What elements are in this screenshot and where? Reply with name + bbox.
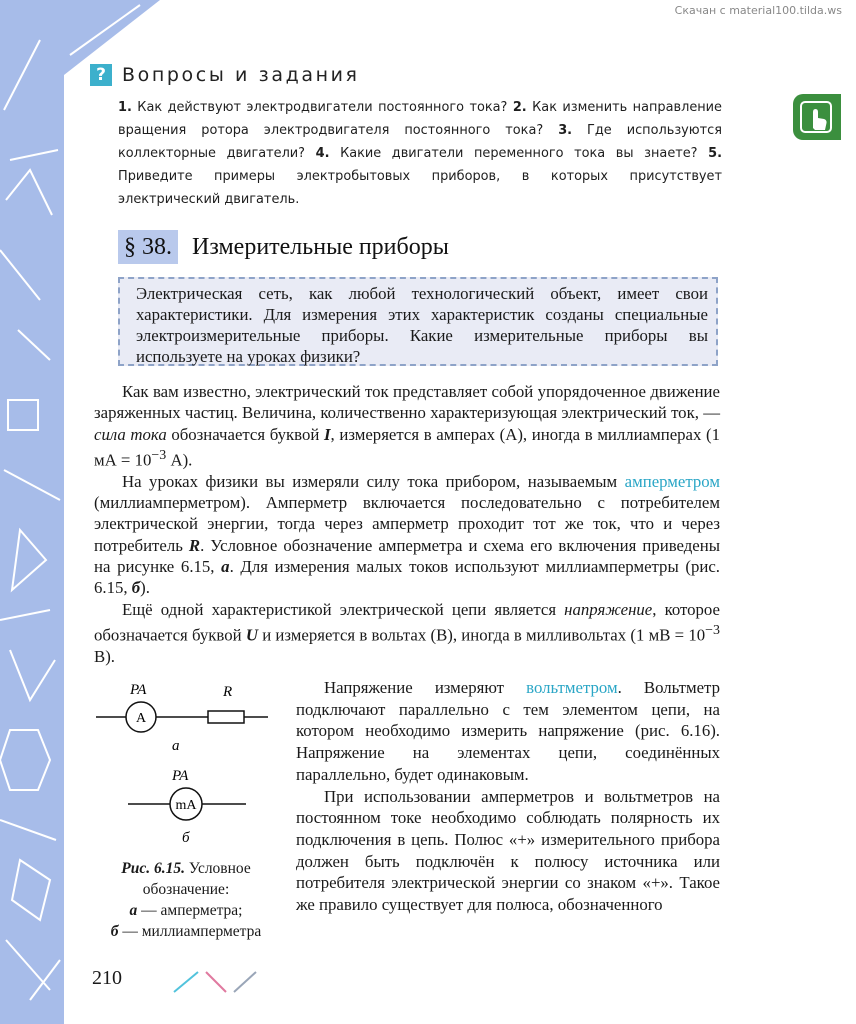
text-run: (миллиамперметром). Амперметр включается последовательно с потребителем электрической энергии, тогда через амперметр проходит тот же ток, что и через потребитель [94, 493, 720, 555]
text-run: . Вольтметр подключают параллельно с тем элементом цепи, на котором необходимо измерить напряжение (рис. 6.16). Напряжение на элементах цепи, соединённых параллельно, будет одинаковым. [296, 678, 720, 784]
symbol: U [245, 625, 258, 645]
text-run: В). [94, 646, 115, 666]
pa-label: PA [172, 768, 189, 784]
symbol: R [188, 535, 201, 555]
text-run: ). [140, 578, 150, 598]
caption-text: — миллиамперметра [118, 923, 262, 940]
tap-hand-icon[interactable] [793, 94, 841, 140]
question-text: Где используются коллекторные двигатели? [118, 123, 723, 161]
question-number: 1. [118, 100, 132, 115]
question-mark-icon: ? [90, 64, 112, 86]
question-number: 4. [315, 146, 330, 161]
r-label: R [223, 684, 233, 700]
right-column-text [296, 677, 720, 916]
question-number: 5. [708, 146, 722, 161]
milliammeter-letters: mA [175, 798, 197, 813]
question-text: Приведите примеры электробытовых приборов, в которых присутствует электрический двигатель. [118, 169, 722, 207]
text-run: и измеряется в вольтах (В), иногда в милливольтах (1 мВ = 10 [257, 625, 706, 645]
symbol: I [324, 424, 331, 444]
figure-ref: а [221, 556, 230, 576]
text-run: . Условное обозначение амперметра и схема его включения приведены на рисунке 6.15, [94, 535, 721, 576]
text-run: На уроках физики вы измеряли силу тока прибором, называемым [122, 471, 625, 491]
subfigure-label-b: б [182, 830, 190, 846]
text-run: . Для измерения малых токов используют миллиамперметры (рис. 6.15, [94, 556, 720, 598]
text-run: обозначается буквой [166, 424, 324, 444]
page-number: 210 [92, 967, 122, 989]
questions-header [90, 64, 360, 86]
term: напряжение [564, 599, 653, 619]
decorative-slashes [172, 970, 262, 994]
questions-list [118, 96, 722, 211]
paragraph: При использовании амперметров и вольтметров на постоянном токе необходимо соблюдать полярность их подключения в цепь. Полюс «+» измерительного прибора должен быть подключён к полюсу источника или потребителя электрической энергии со знаком «+». Такое же правило существует для полюса, обозначенного [296, 786, 720, 915]
questions-title: Вопросы и задания [122, 64, 360, 86]
pa-label: PA [130, 682, 147, 698]
figure-caption [94, 858, 278, 942]
paragraph [94, 599, 720, 667]
term: сила тока [94, 424, 167, 444]
subfigure-label-a: а [172, 738, 180, 754]
caption-text: — амперметра; [137, 902, 243, 919]
paragraph [296, 677, 720, 786]
question-text: Как изменить направление вращения ротора электродвигателя постоянного тока? [118, 100, 722, 138]
section-heading [118, 230, 449, 264]
decorative-left-strip [0, 0, 64, 1024]
caption-letter: б [110, 923, 119, 940]
section-number: § 38. [118, 230, 178, 264]
text-run: А). [166, 450, 193, 470]
caption-letter: а [129, 902, 138, 919]
voltmeter-link[interactable]: вольтметром [526, 678, 618, 697]
question-number: 3. [558, 123, 573, 138]
text-run: Напряжение измеряют [324, 678, 527, 697]
ammeter-link[interactable]: амперметром [624, 471, 720, 491]
question-text: Какие двигатели переменного тока вы знаете? [329, 146, 709, 161]
text-run: , измеряется в амперах (А), иногда в миллиамперах (1 мА = 10 [94, 424, 720, 470]
paragraph [94, 381, 720, 471]
exponent: −3 [151, 447, 167, 463]
figure-ref: б [131, 578, 141, 598]
figure-6-15 [90, 682, 280, 852]
text-run: Как вам известно, электрический ток представляет собой упорядоченное движение заряженных частиц. Величина, количественно характеризующая электрический ток, — [94, 382, 720, 423]
question-text: Как действуют электродвигатели постоянного тока? [131, 100, 513, 115]
question-number: 2. [512, 100, 527, 115]
watermark: Скачан с material100.tilda.ws [674, 4, 842, 17]
intro-box: Электрическая сеть, как любой технологический объект, имеет свои характеристики. Для измерения этих характеристик созданы специальные электроизмерительные приборы. Какие измерительные приборы вы используете на уроках физики? [118, 277, 718, 366]
section-title: Измерительные приборы [192, 233, 449, 260]
text-run: Ещё одной характеристикой электрической цепи является [122, 599, 565, 619]
resistor-symbol [208, 711, 244, 723]
caption-title: Рис. 6.15. [121, 860, 185, 877]
main-text [94, 381, 720, 667]
exponent: −3 [705, 622, 720, 638]
ammeter-letter: A [135, 711, 147, 726]
caption-text: Условное обозначение: [142, 860, 251, 898]
paragraph [94, 471, 720, 599]
text-run: , которое обозначается буквой [94, 599, 720, 645]
